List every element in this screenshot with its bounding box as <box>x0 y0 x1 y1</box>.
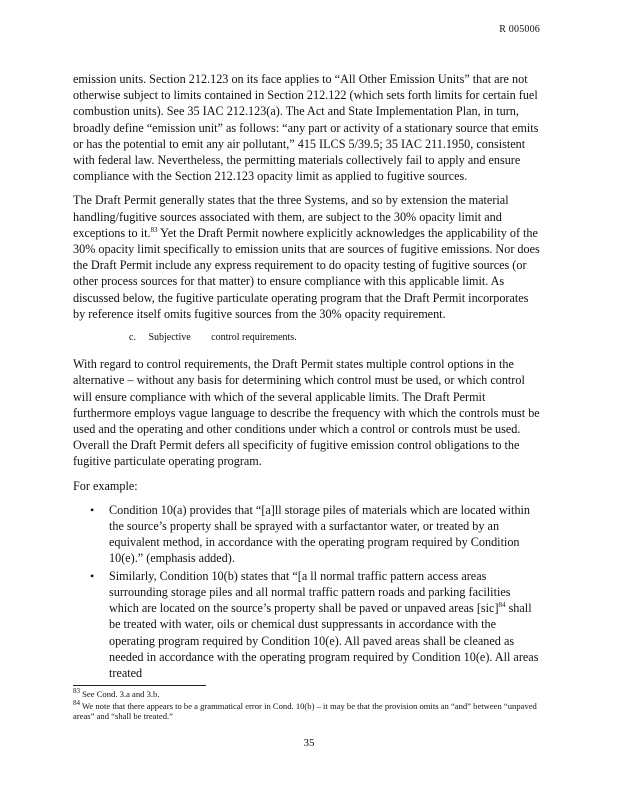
section-title-rest: control requirements. <box>211 332 297 344</box>
paragraph-text-start: The Draft Permit generally states that the three Systems, and so by extension the material handling/fugitive sources associated with them, are subject to the 30% opacity limit and exceptions to it. <box>73 193 509 240</box>
footnote-83 <box>73 689 543 700</box>
bullet-item-condition-10b <box>73 568 541 681</box>
paragraph-control-requirements: With regard to control requirements, the Draft Permit states multiple control options in the alternative – without any basis for determining which control must be used, or which control will ensure compliance with which of the several applicable limits. The Draft Permit furthermore employs vague language to describe the frequency with which the controls must be used and the operating and other conditions under which a control or controls must be used. Overall the Draft Permit defers all specificity of fugitive emission control obligations to the fugitive particulate operating program. <box>73 357 540 469</box>
paragraph-text-end: Yet the Draft Permit nowhere explicitly acknowledges the applicability of the 30% opacity limit specifically to emission units that are sources of fugitive emissions. Nor does the Draft Permit include any express requirement to do opacity testing of fugitive sources (or other process sources for that matter) to ensure compliance with this applicable limit. As discussed below, the fugitive particulate operating program that the Draft Permit incorporates by reference itself omits fugitive sources from the 30% opacity requirement. <box>73 225 540 321</box>
bates-number: R 005006 <box>499 24 540 35</box>
bullet-icon: • <box>90 568 95 583</box>
footnote-text: We note that there appears to be a grammatical error in Cond. 10(b) – it may be that the provision omits an “and” between “unpaved areas” and “shall be treated.” <box>73 700 537 722</box>
condition-bullet-list <box>73 502 541 681</box>
body-text <box>73 71 541 682</box>
bullet-item-condition-10a <box>73 502 541 567</box>
footnote-ref-84[interactable]: 84 <box>498 601 506 610</box>
page-number: 35 <box>303 737 315 749</box>
footnotes <box>73 689 543 723</box>
section-title-word: Subjective <box>148 332 191 344</box>
bullet-text-start: Similarly, Condition 10(b) states that “[a ll normal traffic pattern access areas surrounding storage piles and all normal traffic pattern roads and parking facilities which are located on the source’s property shall be paved or unpaved areas [sic] <box>109 568 511 616</box>
paragraph-emission-units: emission units. Section 212.123 on its face applies to “All Other Emission Units” that are not otherwise subject to limits contained in Section 212.122 (which sets forth limits for certain fuel combustion units). See 35 IAC 212.123(a). The Act and State Implementation Plan, in turn, broadly define “emission unit” as follows: “any part or activity of a stationary source that emits or has the potential to emit any air pollutant,” 415 ILCS 5/39.5; 35 IAC 211.1950, consistent with federal law. Nevertheless, the permitting materials collectively fail to apply and ensure compliance with the Section 212.123 opacity limit as applied to fugitive sources. <box>73 72 539 184</box>
footnote-divider <box>73 685 206 686</box>
section-label: c. <box>129 332 136 344</box>
footnote-ref-83[interactable]: 83 <box>150 225 158 234</box>
footnote-number: 84 <box>73 698 80 707</box>
paragraph-draft-permit-opacity <box>73 192 541 322</box>
footnote-number: 83 <box>73 687 80 696</box>
paragraph-for-example: For example: <box>73 478 138 493</box>
footnote-84 <box>73 698 543 722</box>
footnote-text: See Cond. 3.a and 3.b. <box>80 689 160 699</box>
bullet-text-end: shall be treated with water, oils or chemical dust suppressants in accordance with the operating program required by Condition 10(e). All paved areas shall be cleaned as needed in accordance with the operating program required by Condition 10(e). All areas treated <box>109 601 539 680</box>
bullet-icon: • <box>90 502 95 517</box>
bullet-text: Condition 10(a) provides that “[a]ll storage piles of materials which are located within the source’s property shall be sprayed with a surfactantor water, or treated by an equivalent method, in accordance with the operating program required by Condition 10(e).” (emphasis added). <box>109 502 531 566</box>
section-heading-subjective-control <box>129 330 541 346</box>
